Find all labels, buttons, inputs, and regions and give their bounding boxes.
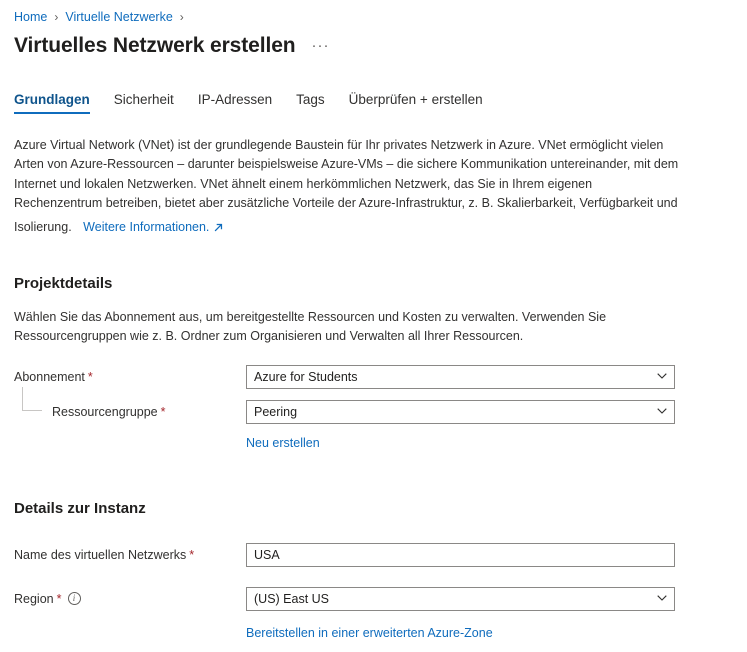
- section-heading-details-zur-instanz: Details zur Instanz: [14, 499, 146, 517]
- required-marker-ressourcengruppe: *: [160, 404, 166, 419]
- form-row-vnet-name: [14, 543, 733, 567]
- tab-sicherheit[interactable]: Sicherheit: [113, 92, 174, 107]
- label-abonnement: [14, 370, 246, 384]
- vnet-name-value: USA: [254, 547, 280, 562]
- section-heading-projektdetails: Projektdetails: [14, 274, 113, 292]
- vnet-name-input[interactable]: [246, 543, 675, 567]
- section-description-projektdetails: Wählen Sie das Abonnement aus, um bereitgestellte Ressourcen und Kosten zu verwalten. Verwenden Sie Ressourcengruppen wie z. B. Ordner zum Organisieren und Verwalten all Ihrer Ressourcen.: [14, 309, 607, 344]
- subscription-dropdown[interactable]: [246, 365, 675, 389]
- form-row-region: [14, 587, 733, 611]
- label-region: [14, 592, 246, 606]
- create-new-resource-group-link[interactable]: Neu erstellen: [246, 435, 320, 450]
- breadcrumb: [0, 0, 747, 26]
- resource-group-value: Peering: [254, 404, 298, 419]
- tab-ip-adressen[interactable]: IP-Adressen: [197, 92, 273, 107]
- info-icon[interactable]: i: [68, 592, 81, 605]
- page-header: [0, 26, 747, 58]
- required-marker-region: *: [56, 591, 62, 606]
- label-vnet-name: [14, 548, 246, 562]
- chevron-down-icon: [656, 593, 668, 605]
- region-value: (US) East US: [254, 591, 330, 606]
- extended-zone-link[interactable]: Bereitstellen in einer erweiterten Azure-Zone: [246, 625, 493, 640]
- subscription-value: Azure for Students: [254, 369, 358, 384]
- project-details-form: [14, 365, 733, 462]
- form-row-ressourcengruppe: [14, 400, 733, 424]
- tab-ueberpruefen-erstellen[interactable]: Überprüfen + erstellen: [348, 92, 483, 107]
- region-dropdown[interactable]: [246, 587, 675, 611]
- label-vnet-name-text: Name des virtuellen Netzwerks: [14, 547, 187, 562]
- breadcrumb-separator: ›: [54, 10, 59, 24]
- tab-tags[interactable]: Tags: [296, 92, 325, 107]
- page-title: Virtuelles Netzwerk erstellen: [14, 34, 296, 57]
- tab-grundlagen[interactable]: Grundlagen: [14, 92, 102, 114]
- label-ressourcengruppe-text: Ressourcengruppe: [52, 404, 158, 419]
- breadcrumb-separator-2: ›: [179, 10, 184, 24]
- external-link-icon: [214, 223, 223, 232]
- breadcrumb-item-virtuelle-netzwerke[interactable]: Virtuelle Netzwerke: [65, 10, 173, 24]
- instance-details-form: [14, 543, 733, 652]
- chevron-down-icon: [656, 371, 668, 383]
- label-ressourcengruppe: [14, 405, 246, 419]
- required-marker-abonnement: *: [87, 369, 93, 384]
- required-marker-vnet-name: *: [189, 547, 195, 562]
- learn-more-label: Weitere Informationen.: [83, 219, 210, 234]
- learn-more-link[interactable]: [83, 218, 223, 237]
- intro-text: Azure Virtual Network (VNet) ist der grundlegende Baustein für Ihr privates Netzwerk in Azure. VNet ermöglicht vielen Arten von Azure-Ressourcen – darunter beispielsweise Azure-VMs – die sichere Kommunikation untereinander, mit dem Internet und lokalen Netzwerken. VNet ähnelt einem herkömmlichen Netzwerk, das Sie in Ihrem eigenen Rechenzentrum betreiben, bietet aber zusätzliche Vorteile der Azure-Infrastruktur, z. B. Skalierbarkeit, Verfügbarkeit und Isolierung.: [14, 138, 679, 234]
- hierarchy-connector: [22, 387, 42, 411]
- resource-group-dropdown[interactable]: [246, 400, 675, 424]
- label-abonnement-text: Abonnement: [14, 369, 85, 384]
- wizard-tabs: [0, 82, 747, 114]
- intro-paragraph: [14, 136, 680, 237]
- form-row-abonnement: [14, 365, 733, 389]
- more-options-button[interactable]: ···: [311, 37, 330, 54]
- breadcrumb-item-home[interactable]: Home: [14, 10, 48, 24]
- label-region-text: Region: [14, 591, 54, 606]
- chevron-down-icon: [656, 406, 668, 418]
